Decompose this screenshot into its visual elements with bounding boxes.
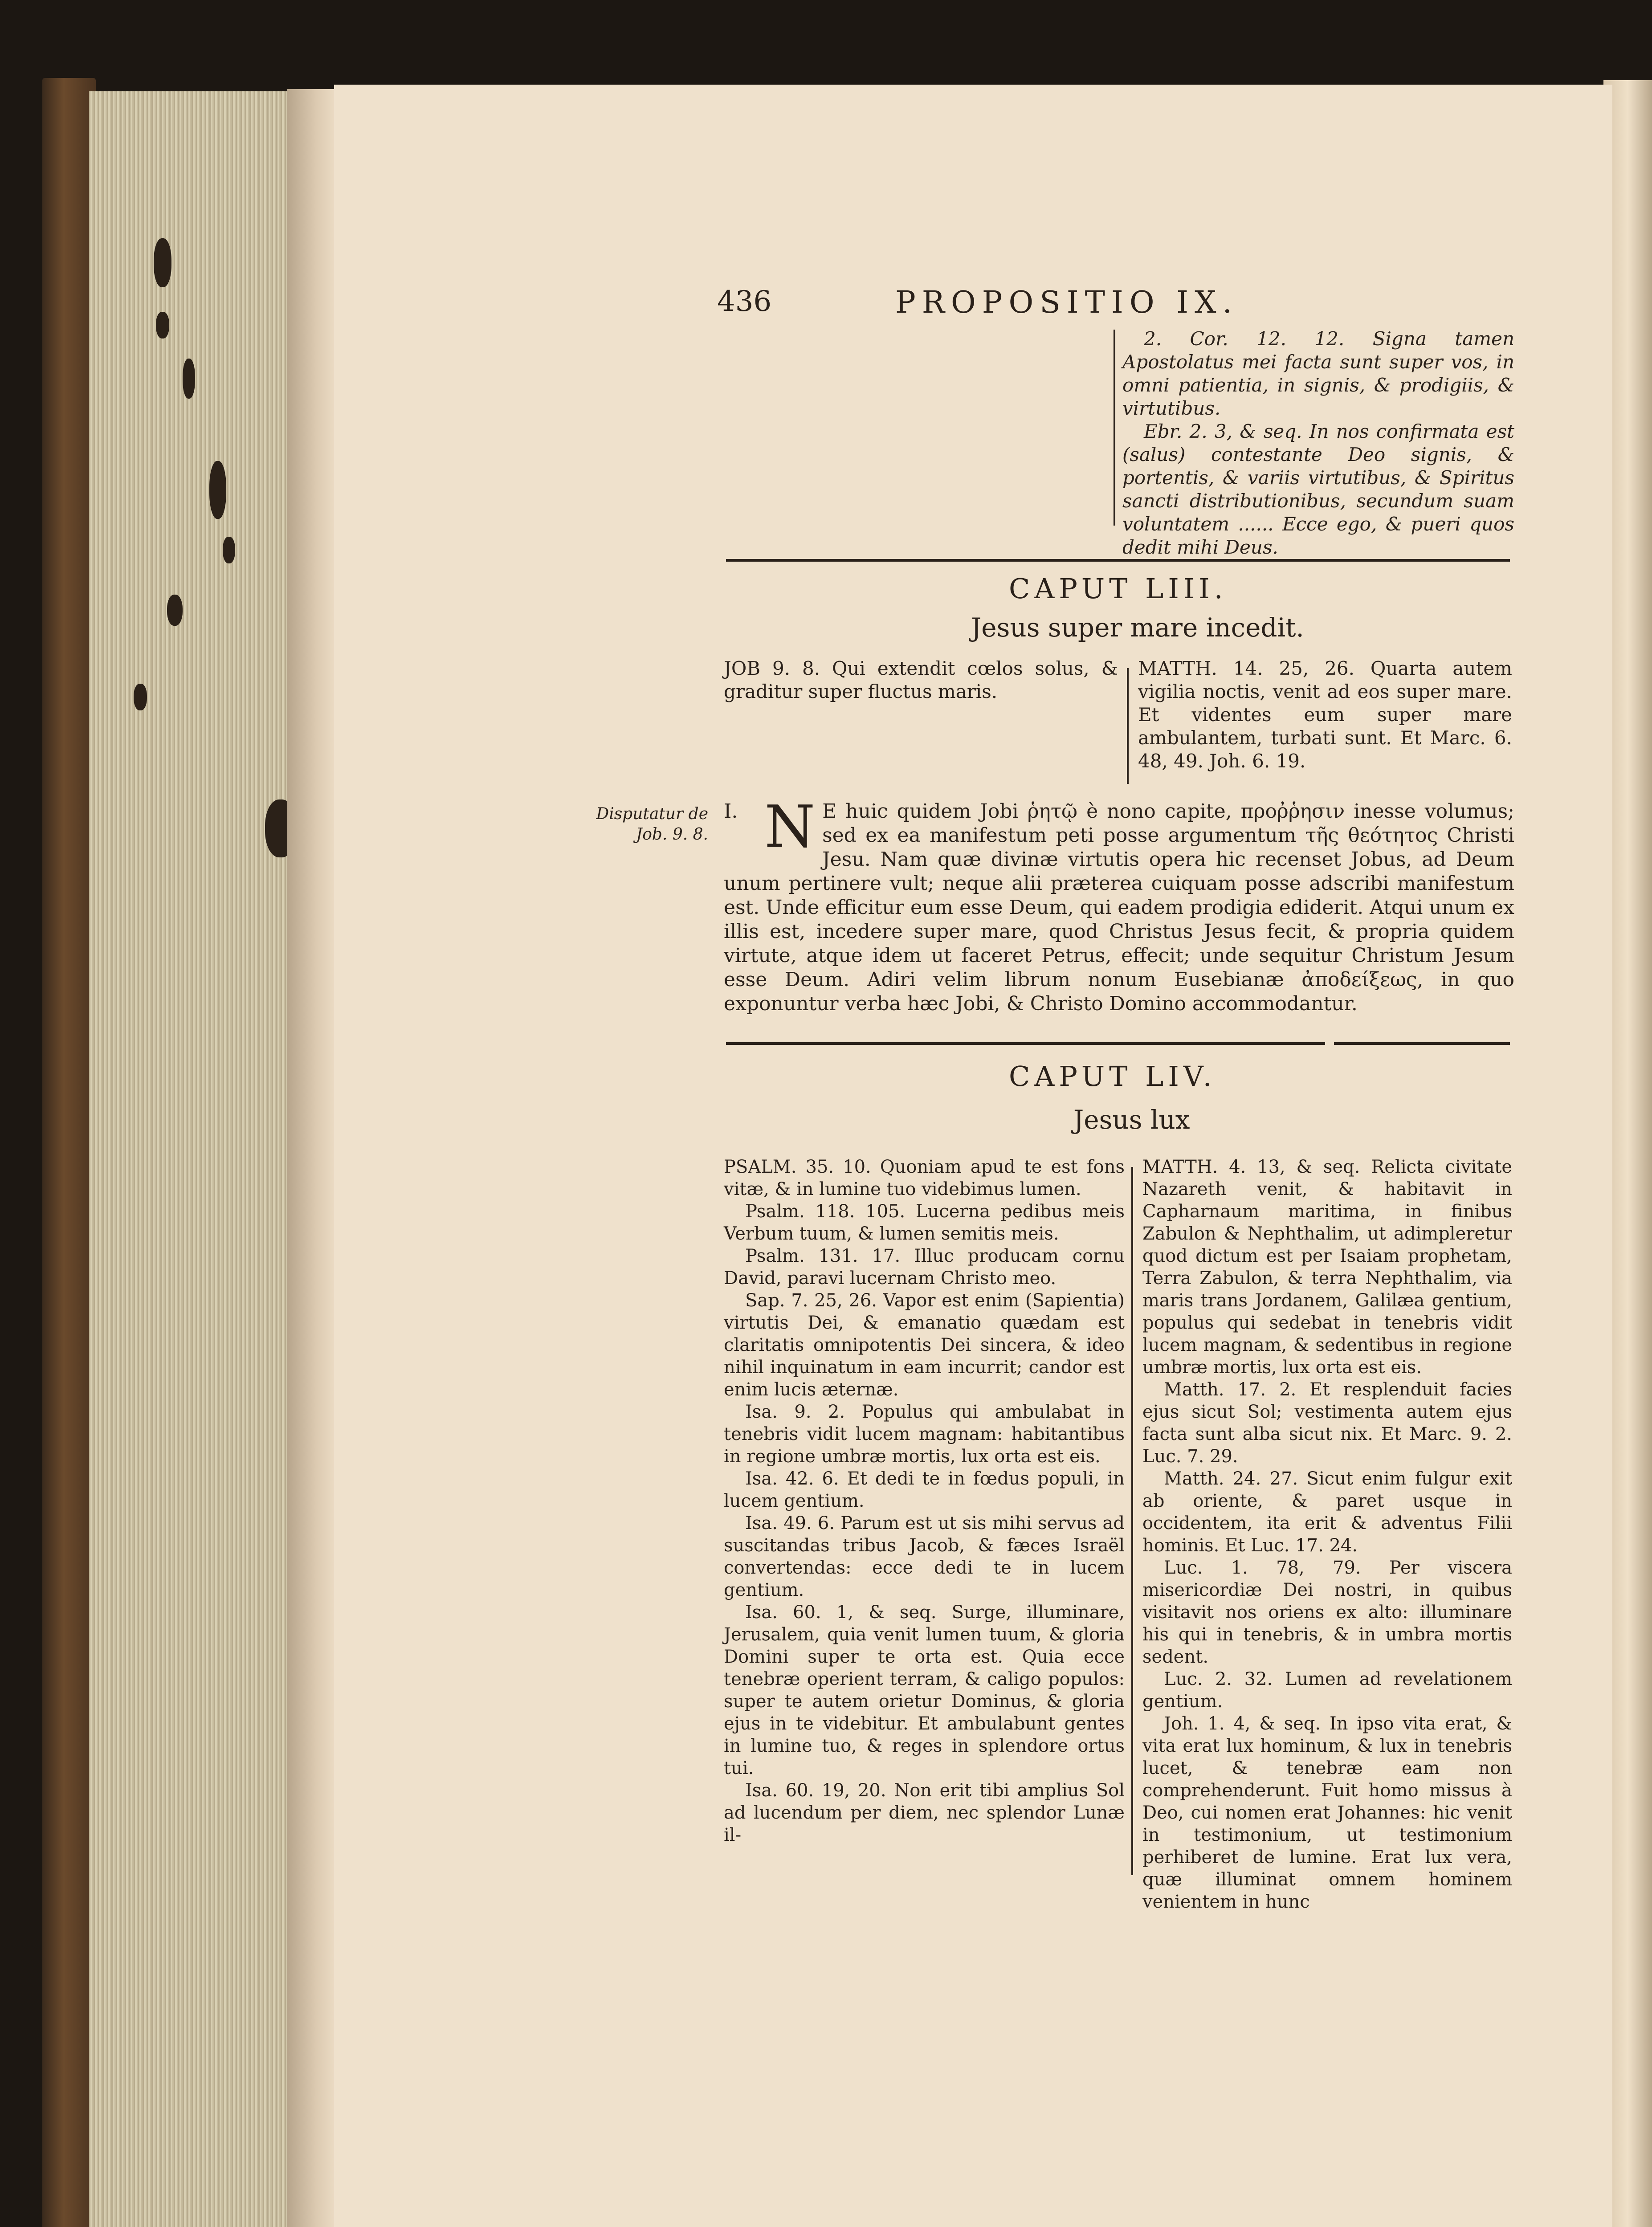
- drop-cap: N: [764, 793, 816, 861]
- section-rule: [726, 559, 1510, 562]
- caput-54-new-testament: [1142, 1156, 1512, 1913]
- citation-isa-60-1: Isa. 60. 1, & seq. Surge, illuminare, Jerusalem, quia venit lumen tuum, & gloria Domini super te orta est. Quia ecce tenebræ operient terram, & caligo populos: super te autem orietur Dominus, & gloria ejus in te videbitur. Et ambulabunt gentes in lumine tuo, & reges in splendore ortus tui.: [724, 1602, 1125, 1778]
- section-rule: [726, 1042, 1325, 1045]
- citation-sap-7: Sap. 7. 25, 26. Vapor est enim (Sapientia) virtutis Dei, & emanatio quædam est claritatis omnipotentis Dei sincera, & ideo nihil inquinatum in eam incurrit; candor est enim lucis æternæ.: [724, 1290, 1125, 1400]
- running-title: PROPOSITIO IX.: [895, 285, 1239, 320]
- citation-psalm-35: PSALM. 35. 10. Quoniam apud te est fons vitæ, & in lumine tuo videbimus lumen.: [724, 1157, 1125, 1199]
- book-gutter: [287, 89, 336, 2227]
- citation-isa-9: Isa. 9. 2. Populus qui ambulabat in tenebris vidit lucem magnam: habitantibus in regione umbræ mortis, lux orta est eis.: [724, 1402, 1125, 1467]
- page-block-edge: [89, 91, 289, 2227]
- margin-note: Disputatur de Job. 9. 8.: [596, 805, 708, 844]
- citation-isa-42: Isa. 42. 6. Et dedi te in fœdus populi, in lucem gentium.: [724, 1468, 1125, 1511]
- caput-54-old-testament: [724, 1156, 1125, 1846]
- page-number: 436: [717, 285, 772, 318]
- citation-psalm-131: Psalm. 131. 17. Illuc producam cornu David, paravi lucernam Christo meo.: [724, 1246, 1125, 1289]
- citation-isa-49: Isa. 49. 6. Parum est ut sis mihi servus ad suscitandas tribus Jacob, & fæces Israël convertendas: ecce dedi te in lucem gentium.: [724, 1513, 1125, 1600]
- caput-53-old-testament: [724, 657, 1118, 703]
- caput-53-title: Jesus super mare incedit.: [971, 612, 1304, 643]
- citation-2cor: 2. Cor. 12. 12. Signa tamen Apostolatus mei facta sunt super vos, in omni patientia, in signis, & prodigiis, & virtutibus.: [1122, 328, 1514, 419]
- citation-psalm-118: Psalm. 118. 105. Lucerna pedibus meis Verbum tuum, & lumen semitis meis.: [724, 1201, 1125, 1244]
- continuation-column: [1122, 327, 1514, 559]
- column-divider: [1114, 330, 1115, 526]
- caput-53-heading: CAPUT LIII.: [1009, 572, 1228, 605]
- caput-53-new-testament: [1138, 657, 1512, 773]
- citation-ebr: Ebr. 2. 3, & seq. In nos confirmata est (salus) contestante Deo signis, & portentis, & variis virtutibus, & Spiritus sancti distributionibus, secundum suam voluntatem ...... Ecce ego, & pueri quos dedit mihi Deus.: [1122, 420, 1514, 558]
- citation-joh-1: Joh. 1. 4, & seq. In ipso vita erat, & vita erat lux hominum, & lux in tenebris lucet, & tenebræ eam non comprehenderunt. Fuit homo missus à Deo, cui nomen erat Johannes: hic venit in testimonium, ut testimonium perhiberet de lumine. Erat lux vera, quæ illuminat omnem hominem venientem in hunc: [1142, 1713, 1512, 1912]
- paragraph-number: I.: [724, 800, 738, 823]
- citation-luc-1: Luc. 1. 78, 79. Per viscera misericordiæ Dei nostri, in quibus visitavit nos oriens ex alto: illuminare his qui in tenebris, & in umbra mortis sedent.: [1142, 1558, 1512, 1667]
- commentary-text: E huic quidem Jobi ῥητῷ è nono capite, προῤῥησιν inesse volumus; sed ex ea manifestum peti posse argumentum τῆς θεότητος Christi Jesu. Nam quæ divinæ virtutis opera hic recenset Jobus, ad Deum unum pertinere vult; neque alii præterea cuiquam posse adscribi manifestum est. Unde efficitur eum esse Deum, qui eadem prodigia ediderit. Atqui unum ex illis est, incedere super mare, quod Christus Jesus fecit, & propria quidem virtute, atque idem ut faceret Petrus, effecit; unde sequitur Christum Jesum esse Deum. Adiri velim librum nonum Eusebianæ ἀποδείξεως, in quo exponuntur verba hæc Jobi, & Christo Domino accommodantur.: [724, 800, 1514, 1015]
- column-divider: [1127, 668, 1129, 784]
- caput-54-heading: CAPUT LIV.: [1009, 1060, 1216, 1093]
- citation-matth-4: MATTH. 4. 13, & seq. Relicta civitate Nazareth venit, & habitavit in Capharnaum maritima, in finibus Zabulon & Nephthalim, ut adimpleretur quod dictum est per Isaiam prophetam, Terra Zabulon, & terra Nephthalim, via maris trans Jordanem, Galilæa gentium, populus qui sedebat in tenebris vidit lucem magnam, & sedentibus in regione umbræ mortis, lux orta est eis.: [1142, 1157, 1512, 1378]
- caput-53-commentary: [724, 793, 1514, 1016]
- section-rule: [1334, 1042, 1510, 1045]
- job-citation: JOB 9. 8. Qui extendit cœlos solus, & graditur super fluctus maris.: [724, 657, 1118, 702]
- citation-matth-24: Matth. 24. 27. Sicut enim fulgur exit ab oriente, & paret usque in occidentem, ita erit & adventus Filii hominis. Et Luc. 17. 24.: [1142, 1468, 1512, 1556]
- matth-citation: MATTH. 14. 25, 26. Quarta autem vigilia noctis, venit ad eos super mare. Et videntes eum super mare ambulantem, turbati sunt. Et Marc. 6. 48, 49. Joh. 6. 19.: [1138, 657, 1512, 772]
- book-cover-edge: [42, 78, 96, 2227]
- citation-matth-17: Matth. 17. 2. Et resplenduit facies ejus sicut Sol; vestimenta autem ejus facta sunt alba sicut nix. Et Marc. 9. 2. Luc. 7. 29.: [1142, 1379, 1512, 1467]
- caput-54-title: Jesus lux: [1073, 1105, 1190, 1135]
- citation-isa-60-19: Isa. 60. 19, 20. Non erit tibi amplius Sol ad lucendum per diem, nec splendor Lunæ il-: [724, 1780, 1125, 1845]
- column-divider: [1131, 1167, 1133, 1875]
- citation-luc-2: Luc. 2. 32. Lumen ad revelationem gentium.: [1142, 1669, 1512, 1712]
